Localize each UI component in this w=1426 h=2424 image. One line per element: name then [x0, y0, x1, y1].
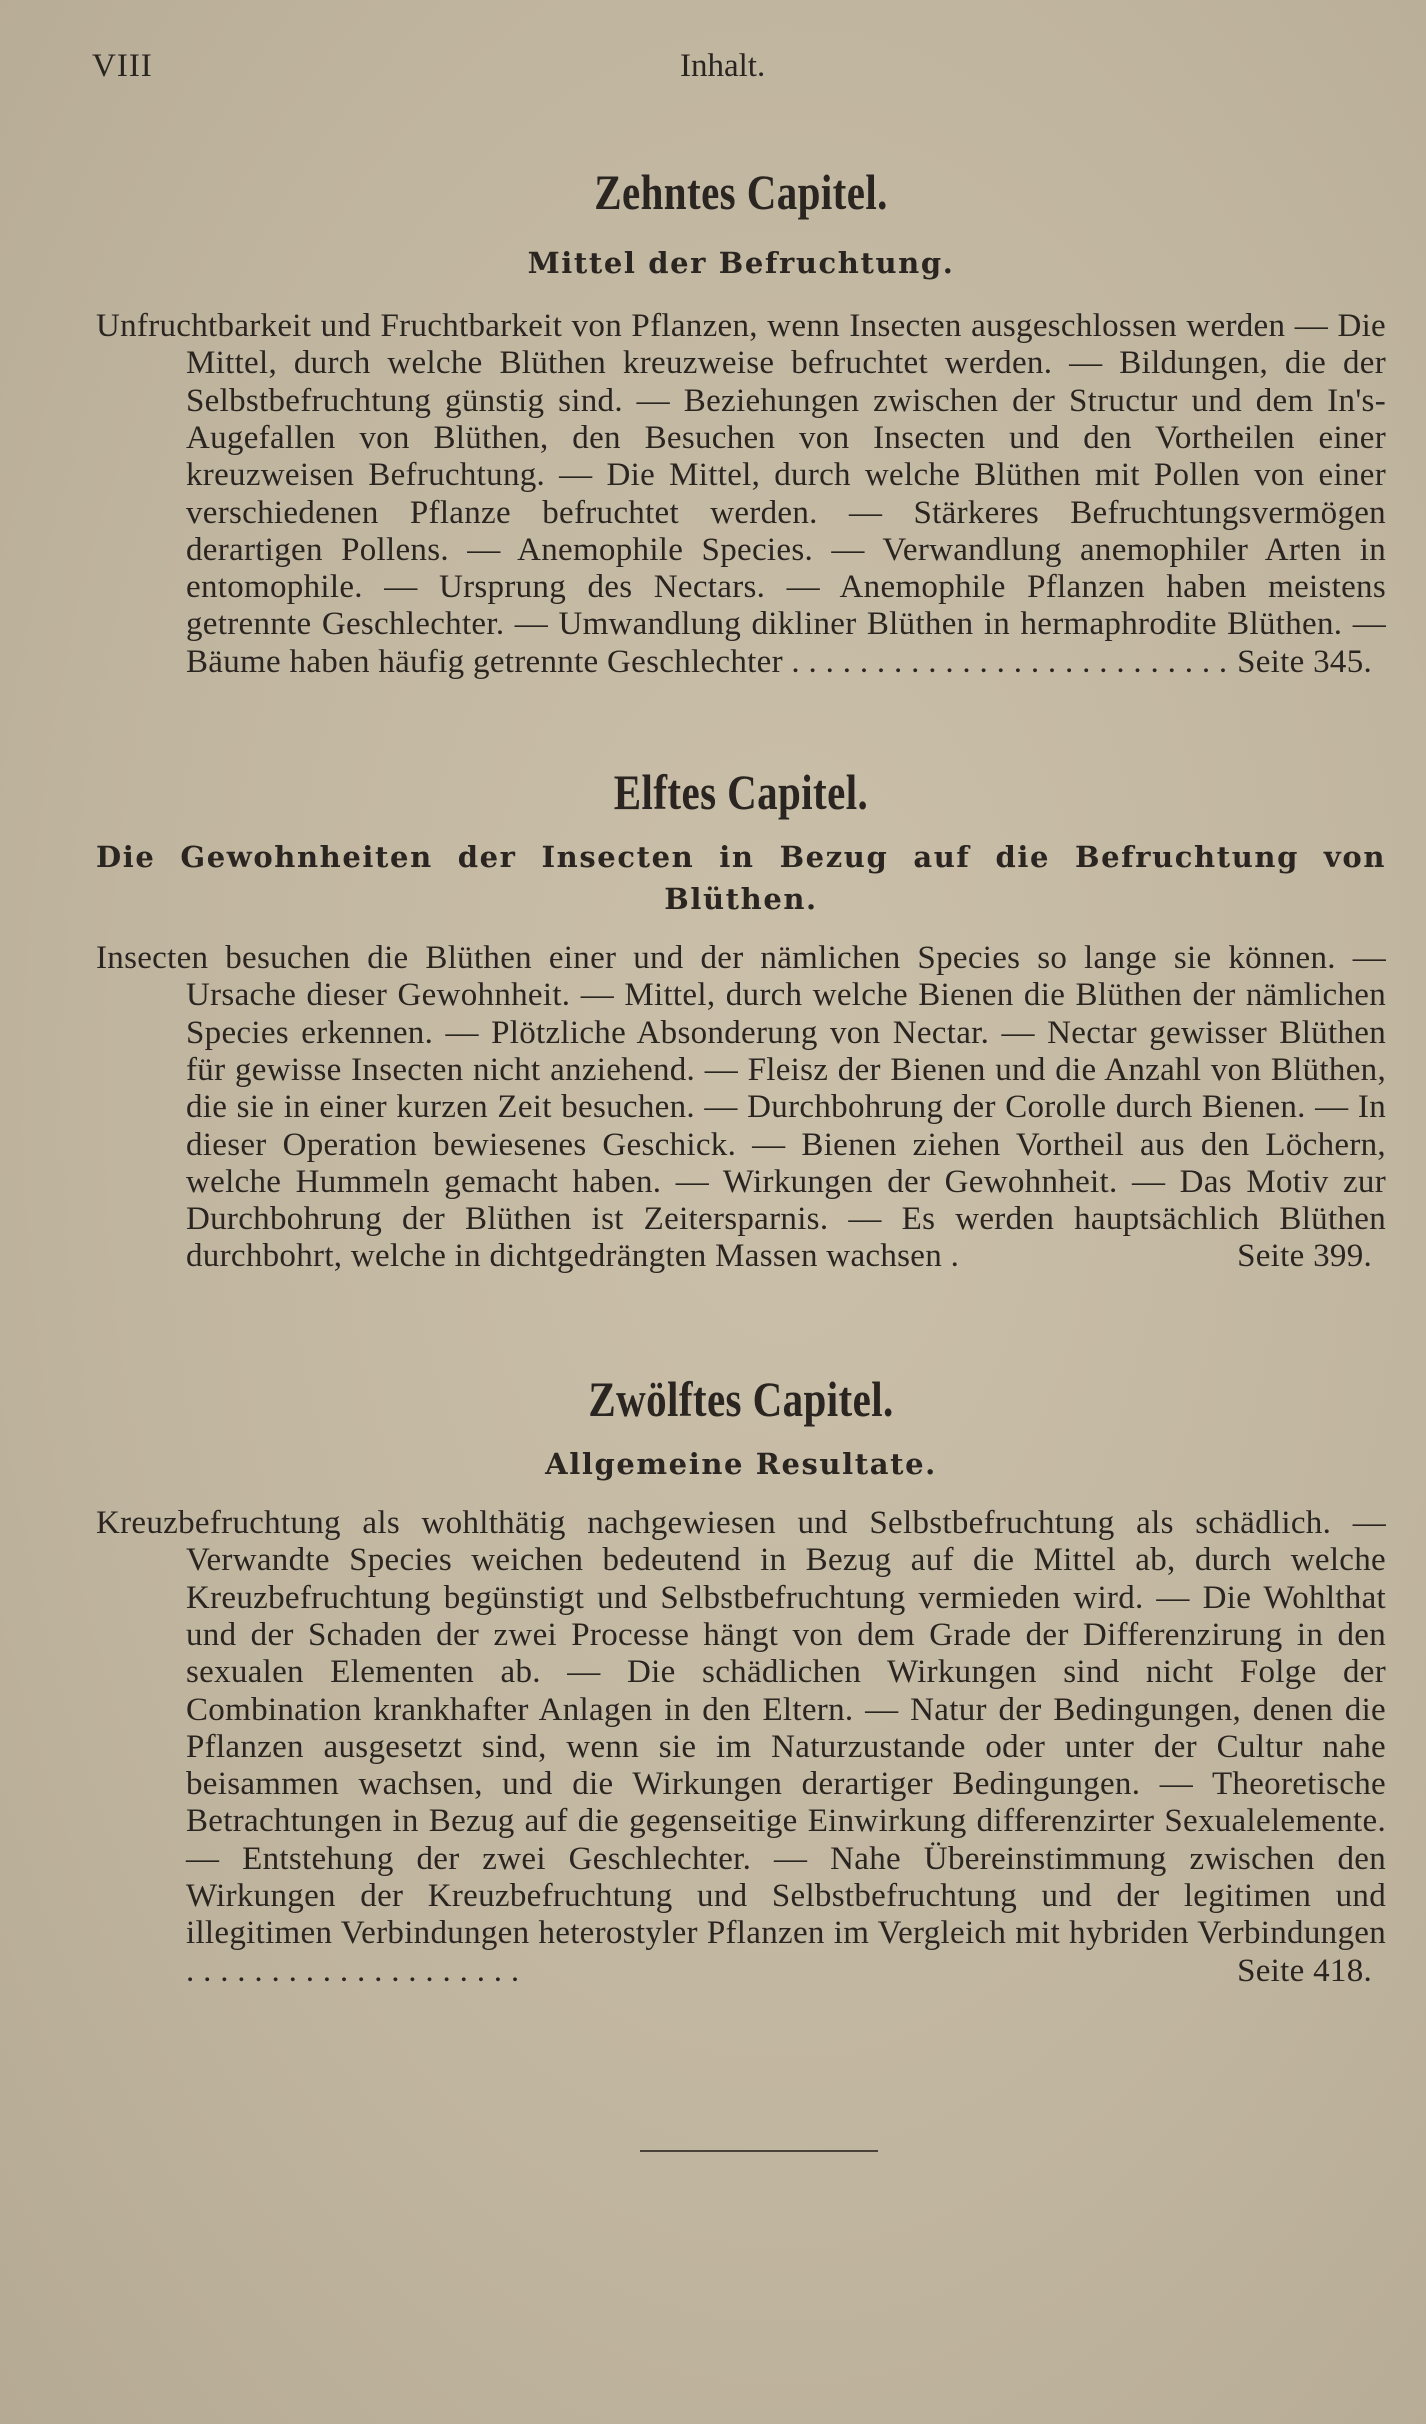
chapter-summary: [96, 308, 1386, 681]
chapter-summary: [96, 940, 1386, 1276]
end-divider: [640, 2150, 878, 2152]
page-reference: Seite 399.: [1237, 1238, 1373, 1275]
page-reference: Seite 345.: [1237, 643, 1373, 680]
chapter-subtitle: Die Gewohnheiten der Insecten in Bezug auf die Befruchtung von Blüthen.: [96, 840, 1386, 917]
page-header: [0, 48, 1426, 98]
chapter-subtitle: Mittel der Befruchtung.: [527, 246, 955, 280]
summary-text: Kreuzbefruchtung als wohlthätig nachgewiesen und Selbstbefruchtung als schädlich. — Verwandte Species weichen bedeutend in Bezug auf die Mittel ab, durch welche Kreuzbefruchtung begünstigt und Selbstbefruchtung vermieden wird. — Die Wohlthat und der Schaden der zwei Processe hängt von dem Grade der Differenzirung in den sexualen Elementen ab. — Die schädlichen Wirkungen sind nicht Folge der Combination krankhafter Anlagen in den Eltern. — Natur der Bedingungen, denen die Pflanzen ausgesetzt sind, wenn sie im Naturzustande oder unter der Cultur nahe beisammen wachsen, und die Wirkungen derartiger Bedingungen. — Theoretische Betrachtungen in Bezug auf die gegenseitige Einwirkung differenzirter Sexualelemente. — Entstehung der zwei Geschlechter. — Nahe Übereinstimmung zwischen den Wirkungen der Kreuzbefruchtung und Selbstbefruchtung und der legitimen und illegitimen Verbindungen heterostyler Pflanzen im Vergleich mit hybriden Verbindungen . . . . . . . . . . . . . . . . . . . .: [96, 1505, 1386, 1989]
chapter-subtitle: Allgemeine Resultate.: [545, 1447, 937, 1481]
page-number: VIII: [92, 48, 153, 84]
chapter-title: Elftes Capitel.: [613, 764, 869, 820]
running-title: Inhalt.: [680, 48, 766, 84]
chapter-title: Zehntes Capitel.: [594, 164, 888, 220]
chapter-summary: [96, 1505, 1386, 1990]
chapter-title: Zwölftes Capitel.: [588, 1371, 894, 1427]
chapter-section: [96, 765, 1386, 1276]
summary-text: Insecten besuchen die Blüthen einer und der nämlichen Species so lange sie können. — Ursache dieser Gewohnheit. — Mittel, durch welche Bienen die Blüthen der nämlichen Species erkennen. — Plötzliche Absonderung von Nectar. — Nectar gewisser Blüthen für gewisse Insecten nicht anziehend. — Fleisz der Bienen und die Anzahl von Blüthen, die sie in einer kurzen Zeit besuchen. — Durchbohrung der Corolle durch Bienen. — In dieser Operation bewiesenes Geschick. — Bienen ziehen Vortheil aus den Löchern, welche Hummeln gemacht haben. — Wirkungen der Gewohnheit. — Das Motiv zur Durchbohrung der Blüthen ist Zeitersparnis. — Es werden hauptsächlich Blüthen durchbohrt, welche in dichtgedrängten Massen wachsen .: [96, 940, 1386, 1275]
page-reference: Seite 418.: [1237, 1952, 1373, 1989]
chapter-section: [96, 1372, 1386, 1990]
summary-text: Unfruchtbarkeit und Fruchtbarkeit von Pflanzen, wenn Insecten ausgeschlossen werden — Die Mittel, durch welche Blüthen kreuzweise befruchtet werden. — Bildungen, die der Selbstbefruchtung günstig sind. — Beziehungen zwischen der Structur und dem In's-Augefallen von Blüthen, den Besuchen von Insecten und den Vortheilen einer kreuzweisen Befruchtung. — Die Mittel, durch welche Blüthen mit Pollen von einer verschiedenen Pflanze befruchtet werden. — Stärkeres Befruchtungsvermögen derartigen Pollens. — Anemophile Species. — Verwandlung anemophiler Arten in entomophile. — Ursprung des Nectars. — Anemophile Pflanzen haben meistens getrennte Geschlechter. — Umwandlung dikliner Blüthen in hermaphrodite Blüthen. — Bäume haben häufig getrennte Geschlechter . . . . . . . . . . . . . . . . . . . . . . . . . .: [96, 308, 1386, 680]
chapter-section: [96, 165, 1386, 681]
